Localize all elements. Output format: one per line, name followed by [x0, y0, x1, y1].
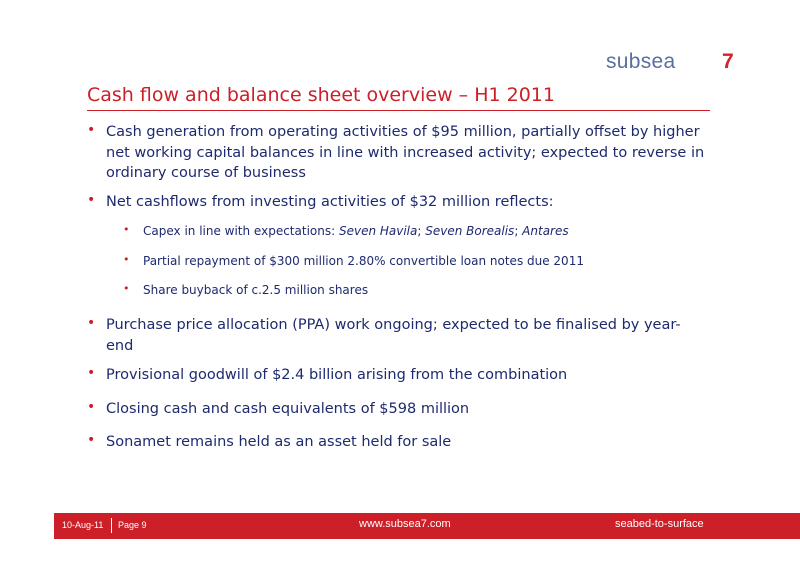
separator: ; [514, 224, 523, 238]
bullet-icon: • [87, 122, 96, 138]
footer-tagline: seabed-to-surface [615, 518, 704, 530]
logo-number: 7 [722, 50, 734, 73]
bullet-text: Sonamet remains held as an asset held for sale [106, 434, 452, 450]
bullet-text: Cash generation from operating activities of $95 million, partially offset by higher net working capital balances in line with increased activity; expected to reverse in ordinary course of business [106, 124, 705, 181]
bullet-icon: • [87, 315, 96, 331]
bullet-icon: • [123, 253, 130, 266]
bullet-icon: • [123, 282, 130, 295]
bullet-icon: • [87, 365, 96, 381]
logo-wordmark: subsea [606, 50, 676, 73]
slide-title: Cash flow and balance sheet overview – H1 2011 [87, 84, 555, 106]
vessel-name: Seven Havila [338, 224, 418, 238]
bullet-icon: • [123, 223, 130, 236]
footer-bar [54, 513, 800, 539]
sub-bullet-text: Share buyback of c.2.5 million shares [143, 283, 369, 297]
bullet-icon: • [87, 432, 96, 448]
bullet-text: Closing cash and cash equivalents of $598 million [106, 401, 470, 417]
bullet-icon: • [87, 192, 96, 208]
bullet-text: Provisional goodwill of $2.4 billion arising from the combination [106, 367, 568, 383]
bullet-icon: • [87, 399, 96, 415]
bullet-text: Net cashflows from investing activities of $32 million reflects: [106, 194, 554, 210]
sub-bullet-text [143, 223, 703, 239]
separator: ; [417, 224, 426, 238]
capex-prefix: Capex in line with expectations: [143, 224, 339, 238]
footer-divider [111, 518, 112, 533]
footer-website-link[interactable]: www.subsea7.com [359, 518, 451, 530]
vessel-name: Antares [522, 224, 569, 238]
bullet-text: Purchase price allocation (PPA) work ongoing; expected to be finalised by year-end [106, 317, 681, 354]
footer-date: 10-Aug-11 [62, 520, 104, 530]
vessel-name: Seven Borealis [425, 224, 515, 238]
page-number: Page 9 [118, 520, 147, 530]
sub-bullet-text: Partial repayment of $300 million 2.80% convertible loan notes due 2011 [143, 254, 584, 268]
